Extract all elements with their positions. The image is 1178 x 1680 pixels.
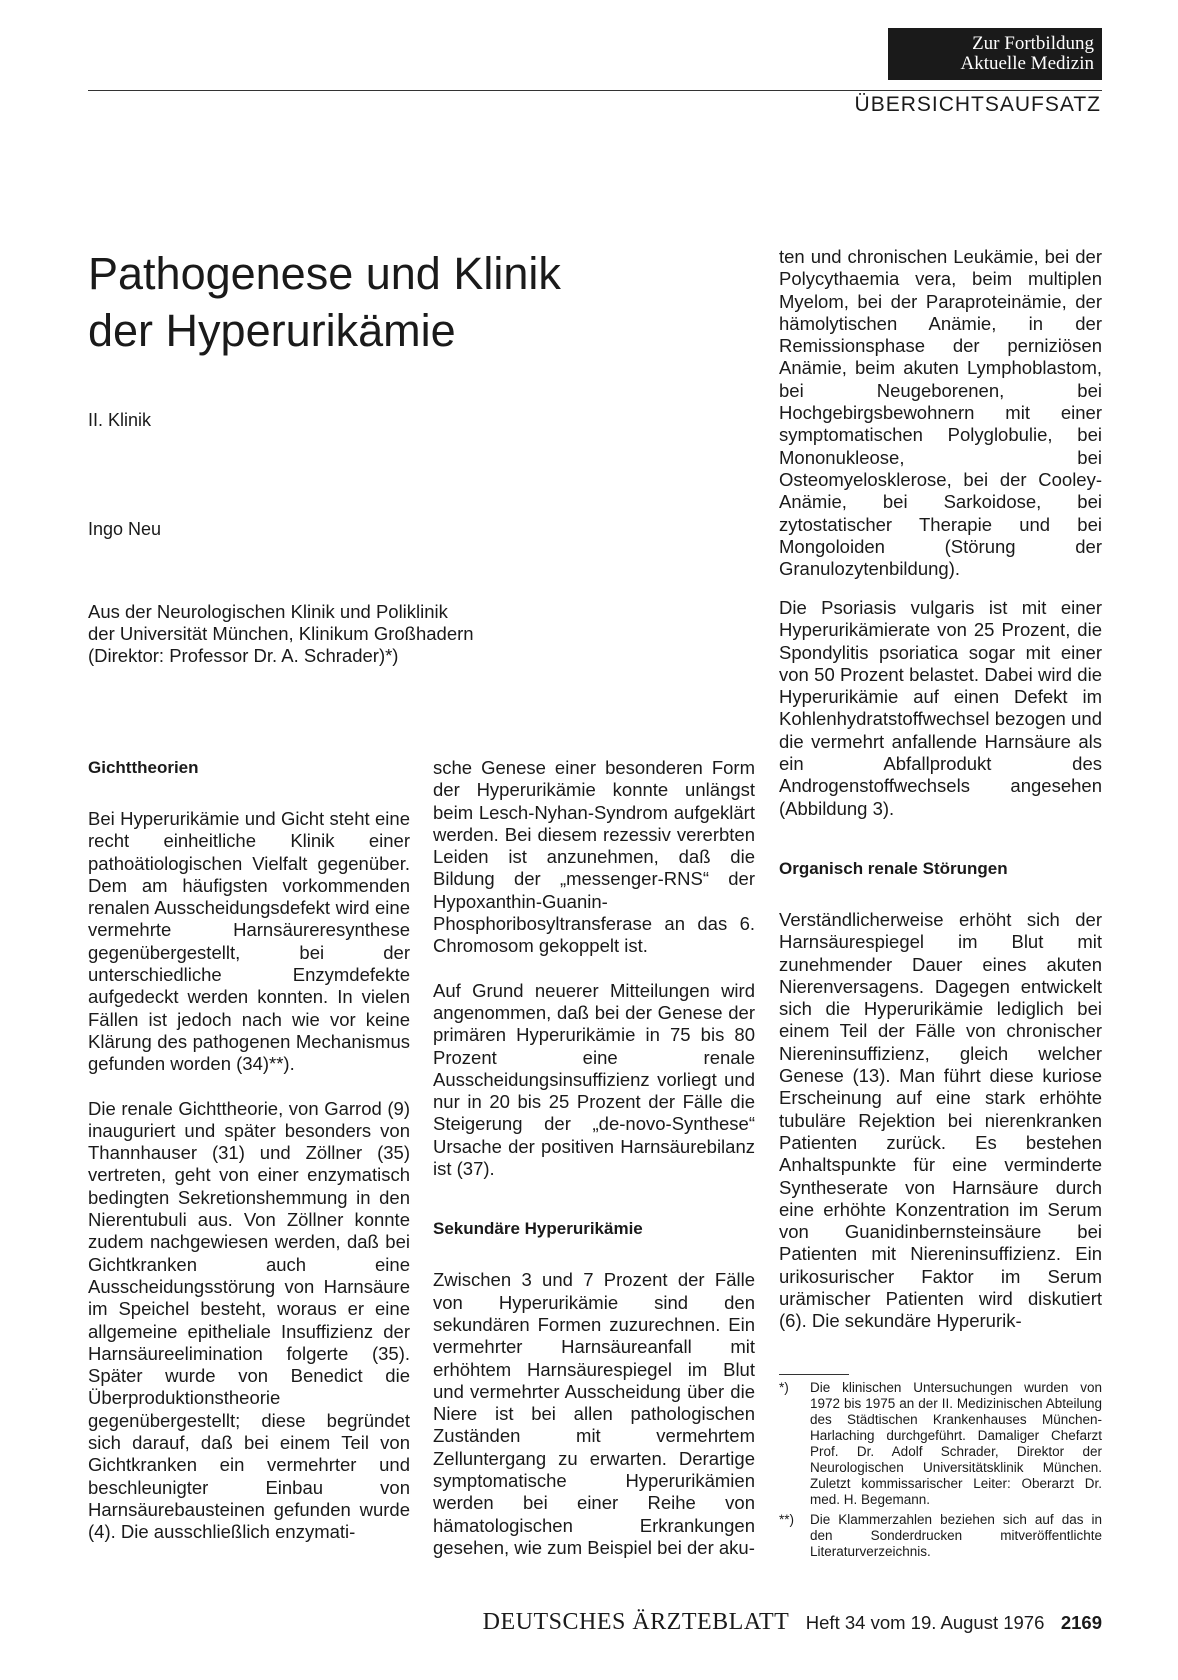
paragraph: Zwischen 3 und 7 Prozent der Fälle von Hyperurikämie sind den sekundären Formen zuzurechnen. Ein vermehrter Harnsäureanfall mit erhöhtem Harnsäurespiegel im Blut und vermehrter Ausscheidung über die Niere ist bei allen pathologischen Zuständen mit vermehrtem Zelluntergang zu erwarten. Derartige symptomatische Hyperurikämien werden bei einer Reihe von hämatologischen Erkrankungen gesehen, wie zum Beispiel bei der aku- [433, 1269, 755, 1558]
section-heading-gichttheorien: Gichttheorien [88, 758, 199, 777]
page-footer [454, 1609, 1102, 1636]
footnote-text: Die klinischen Untersuchungen wurden von 1972 bis 1975 an der II. Medizinischen Abteilung des Städtischen Krankenhauses München-Harlaching durchgeführt. Damaliger Chefarzt Prof. Dr. Adolf Schrader, Direktor der Neurologischen Universitätsklinik München. Zuletzt kommissarischer Leiter: Oberarzt Dr. med. H. Begemann. [810, 1380, 1102, 1507]
footnote-marker: **) [779, 1512, 795, 1527]
paragraph: ten und chronischen Leukämie, bei der Polycythaemia vera, beim multiplen Myelom, bei der Paraproteinämie, der hämolytischen Anämie, in der Remissionsphase der perniziösen Anämie, beim akuten Lymphoblastom, bei Neugeborenen, bei Hochgebirgsbewohnern mit einer symptomatischen Polyglobulie, bei Mononukleose, bei Osteomyelosklerose, bei der Cooley-Anämie, bei Sarkoidose, bei zytostatischer Therapie und bei Mongoloiden (Störung der Granulozytenbildung). [779, 246, 1102, 580]
paragraph: Bei Hyperurikämie und Gicht steht eine recht einheitliche Klinik einer pathoätiologischen Vielfalt gegenüber. Dem am häufigsten vorkommenden renalen Ausscheidungsdefekt wird eine vermehrte Harnsäureresynthese gegenübergestellt, bei der unterschiedliche Enzymdefekte aufgedeckt werden konnten. In vielen Fällen ist jedoch nach wie vor keine Klärung des pathogenen Mechanismus gefunden worden (34)**). [88, 808, 410, 1075]
paragraph: Auf Grund neuerer Mitteilungen wird angenommen, daß bei der Genese der primären Hyperurikämie in 75 bis 80 Prozent eine renale Ausscheidungsinsuffizienz vorliegt und nur in 20 bis 25 Prozent der Fälle die Steigerung der „de-novo-Synthese“ Ursache der positiven Harnsäurebilanz ist (37). [433, 979, 755, 1180]
footnote-text: Die Klammerzahlen beziehen sich auf das in den Sonderdrucken mitveröffentlichte Literaturverzeichnis. [810, 1512, 1102, 1559]
text-column-1 [88, 757, 410, 1566]
affiliation-line-2: der Universität München, Klinikum Großhadern [88, 623, 474, 644]
title-line-2: der Hyperurikämie [88, 305, 456, 356]
journal-name: DEUTSCHES ÄRZTEBLATT [482, 1609, 790, 1635]
paragraph: sche Genese einer besonderen Form der Hyperurikämie konnte unlängst beim Lesch-Nyhan-Syndrom aufgeklärt werden. Bei diesem rezessiv vererbten Leiden ist anzunehmen, daß die Bildung der „messenger-RNS“ der Hypoxanthin-Guanin-Phosphoribosyltransferase an das 6. Chromosom gekoppelt ist. [433, 757, 755, 957]
badge-line-2: Aktuelle Medizin [960, 53, 1094, 74]
footnote-1 [779, 1380, 1102, 1508]
footnote-marker: *) [779, 1380, 789, 1395]
section-heading-organisch-renale: Organisch renale Störungen [779, 858, 1008, 878]
paragraph: Verständlicherweise erhöht sich der Harnsäurespiegel im Blut mit zunehmender Dauer eines akuten Nierenversagens. Dagegen entwickelt sich die Hyperurikämie lediglich bei einem Teil der Fälle von chronischer Niereninsuffizienz, gleich welcher Genese (13). Man führt diese kuriose Erscheinung auf eine stark erhöhte tubuläre Rejektion bei nierenkranken Patienten zurück. Es bestehen Anhaltspunkte für eine verminderte Syntheserate von Harnsäure durch eine erhöhte Konzentration im Serum von Guanidinbernsteinsäure bei Patienten mit Niereninsuffizienz. Ein urikosurischer Faktor im Serum urämischer Patienten wird diskutiert (6). Die sekundäre Hyperurik- [779, 908, 1102, 1332]
footnotes [779, 1380, 1102, 1564]
affiliation [88, 601, 558, 667]
text-column-3 [779, 597, 1102, 1355]
text-column-3-top [779, 246, 1102, 602]
section-label: ÜBERSICHTSAUFSATZ [854, 93, 1101, 116]
badge-line-1: Zur Fortbildung [972, 33, 1094, 54]
category-badge [888, 28, 1102, 80]
article-title [88, 245, 648, 359]
title-line-1: Pathogenese und Klinik [88, 248, 561, 299]
affiliation-line-3: (Direktor: Professor Dr. A. Schrader)*) [88, 645, 399, 666]
article-subtitle: II. Klinik [88, 410, 152, 430]
page-number: 2169 [1060, 1612, 1102, 1633]
issue-info: Heft 34 vom 19. August 1976 [805, 1612, 1045, 1633]
paragraph: Die Psoriasis vulgaris ist mit einer Hyperurikämierate von 25 Prozent, die Spondylitis psoriatica sogar mit einer von 50 Prozent belastet. Dabei wird die Hyperurikämie auf einen Defekt im Kohlenhydratstoffwechsel bezogen und die vermehrt anfallende Harnsäure als ein Abfallprodukt des Androgenstoffwechsels angesehen (Abbildung 3). [779, 597, 1102, 819]
paragraph: Die renale Gichttheorie, von Garrod (9) inauguriert und später besonders von Thannhauser (31) und Zöllner (35) vertreten, geht von einer enzymatisch bedingten Sekretionshemmung in den Nierentubuli aus. Von Zöllner konnte zudem nachgewiesen werden, daß bei Gichtkranken auch eine Ausscheidungsstörung von Harnsäure im Speichel besteht, woraus er eine allgemeine epitheliale Insuffizienz der Harnsäureelimination folgerte (35). Später wurde von Benedict die Überproduktionstheorie gegenübergestellt; diese begründet sich darauf, daß bei einem Teil von Gichtkranken ein vermehrter und beschleunigter Einbau von Harnsäurebausteinen gefunden wurde (4). Die ausschließlich enzymati- [88, 1097, 410, 1543]
section-heading-sekundaere: Sekundäre Hyperurikämie [433, 1219, 643, 1239]
affiliation-line-1: Aus der Neurologischen Klinik und Poliklinik [88, 601, 448, 622]
text-column-2 [433, 757, 755, 1581]
author-name: Ingo Neu [88, 519, 162, 539]
footnote-rule [779, 1374, 849, 1375]
footnote-2 [779, 1512, 1102, 1560]
header-rule [88, 90, 1102, 91]
